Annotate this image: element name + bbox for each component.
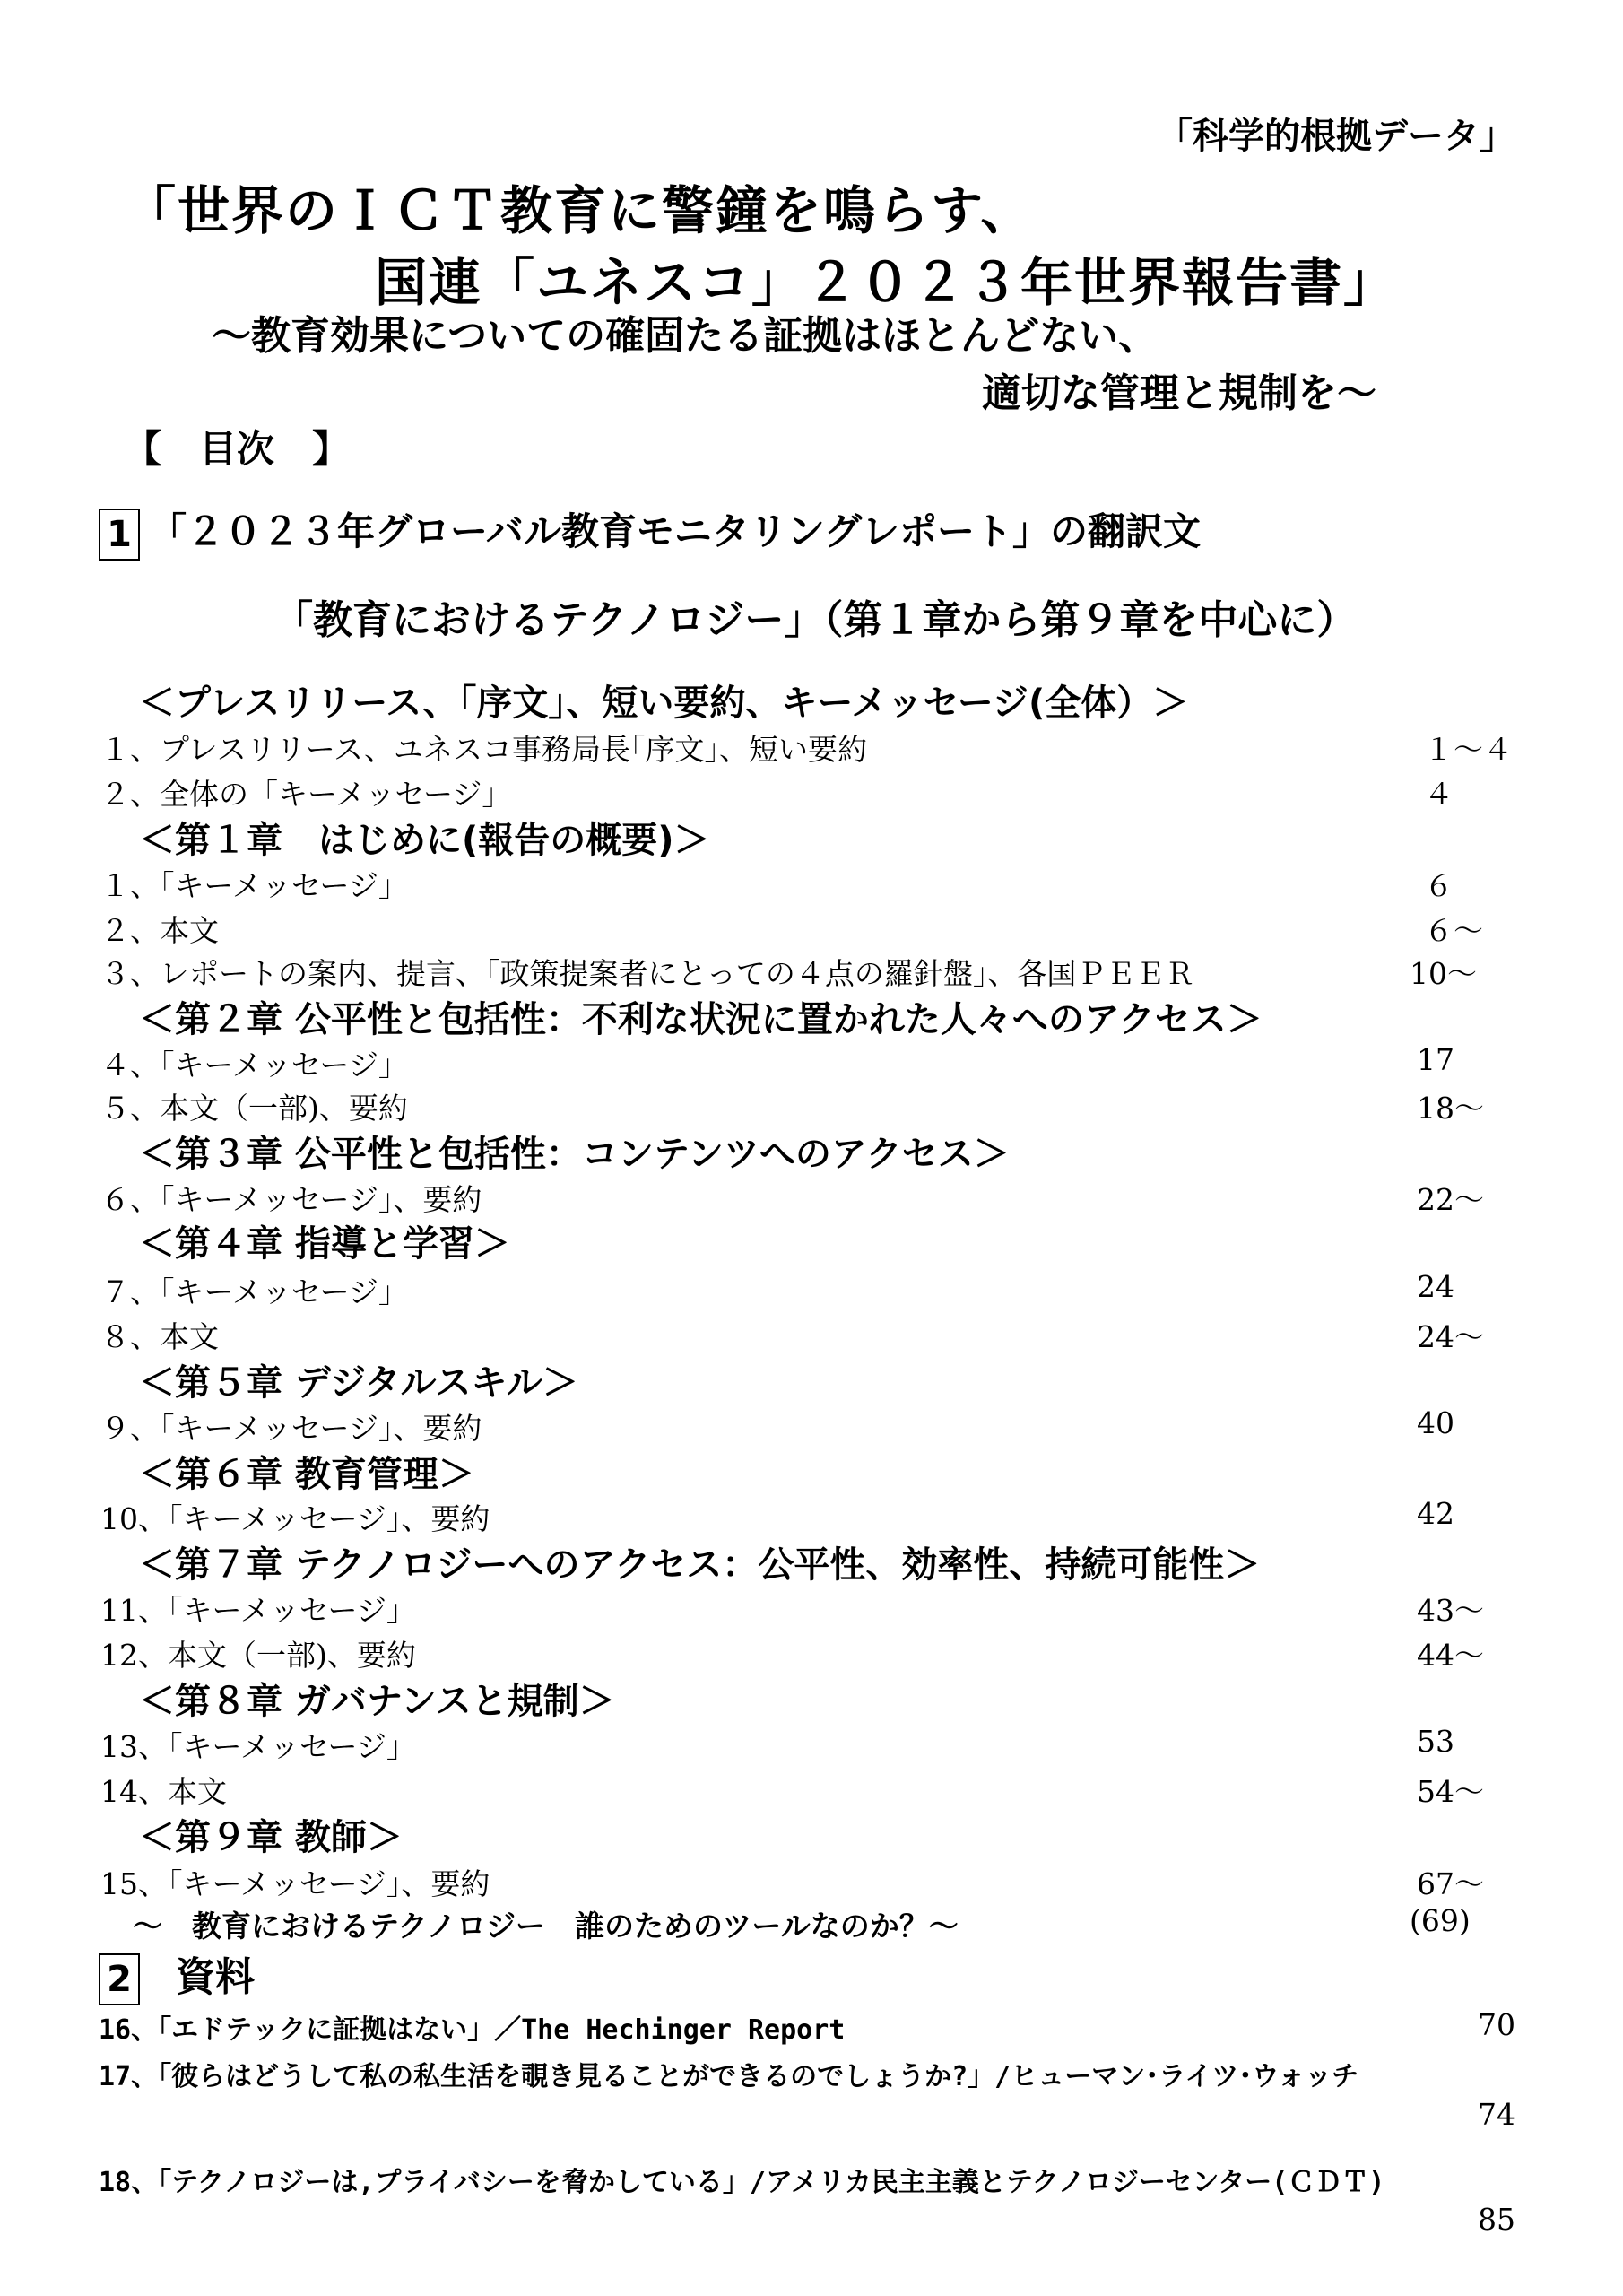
toc-item: ８、本文 bbox=[100, 1319, 219, 1354]
reference-item: 17、「彼らはどうして私の私生活を覗き見ることができるのでしょうか?」/ヒューマン･ライツ･ウォッチ bbox=[99, 2061, 1359, 2092]
reference-item: 16、「エドテックに証拠はない」／The Hechinger Report bbox=[99, 2014, 846, 2046]
toc-item-page: 17 bbox=[1417, 1042, 1454, 1077]
closing-line: ～ 教育におけるテクノロジー 誰のためのツールなのか？～ bbox=[133, 1909, 959, 1944]
toc-item: １、「キーメッセージ」 bbox=[100, 868, 408, 903]
document-tag: 「科学的根拠データ」 bbox=[1157, 116, 1515, 157]
toc-item-page: 44～ bbox=[1417, 1638, 1484, 1673]
toc-item-page: 67～ bbox=[1417, 1866, 1484, 1901]
toc-item: ５、本文（一部)、要約 bbox=[100, 1091, 408, 1126]
toc-item-page: 43～ bbox=[1417, 1593, 1484, 1628]
toc-group: ＜第７章 テクノロジーへのアクセス：公平性、効率性、持続可能性＞ bbox=[139, 1544, 1261, 1586]
toc-item: 13、｢キーメッセージ｣ bbox=[100, 1729, 402, 1764]
toc-item: 15、｢キーメッセージ｣、要約 bbox=[100, 1866, 490, 1901]
toc-item-page: 24～ bbox=[1417, 1319, 1484, 1354]
toc-item-page: ４ bbox=[1424, 777, 1454, 812]
toc-item-page: ６ bbox=[1424, 868, 1454, 903]
section-1-number: 1 bbox=[99, 509, 140, 561]
section-1-title: 「２０２３年グローバル教育モニタリングレポート」の翻訳文 bbox=[149, 509, 1202, 553]
toc-item-page: 22～ bbox=[1417, 1182, 1484, 1217]
toc-item-page: 40 bbox=[1417, 1405, 1454, 1440]
reference-page: 85 bbox=[1478, 2202, 1515, 2237]
toc-item: ２、全体の「キーメッセージ」 bbox=[100, 777, 512, 812]
subtitle-line-1: ～教育効果についての確固たる証拠はほとんどない、 bbox=[212, 313, 1159, 359]
section-1-heading bbox=[99, 502, 1201, 561]
toc-group: ＜第６章 教育管理＞ bbox=[139, 1454, 474, 1495]
toc-group: ＜第２章 公平性と包括性：不利な状況に置かれた人々へのアクセス＞ bbox=[139, 999, 1263, 1040]
reference-page: 74 bbox=[1478, 2097, 1515, 2132]
reference-page: 70 bbox=[1478, 2007, 1515, 2042]
toc-item: ９、｢キーメッセージ｣、要約 bbox=[100, 1411, 482, 1446]
reference-item: 18、「テクノロジーは,プライバシーを脅かしている」/アメリカ民主主義とテクノロジーセンター(ＣＤＴ) bbox=[99, 2167, 1385, 2198]
toc-group: ＜第９章 教師＞ bbox=[139, 1817, 403, 1858]
section-2-number: 2 bbox=[99, 1953, 140, 2005]
toc-group: ＜第３章 公平性と包括性：コンテンツへのアクセス＞ bbox=[139, 1134, 1010, 1175]
toc-item: ４、｢キーメッセージ｣ bbox=[100, 1048, 394, 1083]
toc-heading: 【 目次 】 bbox=[124, 427, 351, 471]
toc-item-page: 54～ bbox=[1417, 1774, 1484, 1809]
toc-group: ＜第１章 はじめに(報告の概要)＞ bbox=[139, 820, 710, 861]
toc-item: ３、レポートの案内、提言、｢政策提案者にとっての４点の羅針盤｣、各国ＰＥＥＲ bbox=[100, 956, 1195, 991]
toc-item: ２、本文 bbox=[100, 913, 219, 948]
toc-item: １、プレスリリース、ユネスコ事務局長｢序文｣、短い要約 bbox=[100, 732, 868, 767]
toc-item-page: 10～ bbox=[1410, 956, 1477, 991]
toc-item: 10、｢キーメッセージ｣、要約 bbox=[100, 1501, 490, 1536]
toc-item: ６、｢キーメッセージ｣、要約 bbox=[100, 1182, 482, 1217]
title-line-1: 「世界のＩＣＴ教育に警鐘を鳴らす、 bbox=[124, 180, 1035, 241]
toc-item-page: 24 bbox=[1417, 1269, 1454, 1304]
toc-item-page: 18～ bbox=[1417, 1091, 1484, 1126]
toc-item-page: 53 bbox=[1417, 1724, 1454, 1759]
toc-item-page: １～４ bbox=[1424, 732, 1513, 767]
section-2-heading bbox=[99, 1944, 255, 2005]
section-1-subtitle: 「教育におけるテクノロジー」（第１章から第９章を中心に） bbox=[273, 597, 1357, 643]
toc-item: 14、本文 bbox=[100, 1774, 227, 1809]
toc-group: ＜第４章 指導と学習＞ bbox=[139, 1223, 510, 1265]
title-line-2: 国連「ユネスコ」２０２３年世界報告書」 bbox=[375, 252, 1398, 313]
subtitle-line-2: 適切な管理と規制を～ bbox=[982, 370, 1376, 416]
toc-item: 12、本文（一部)、要約 bbox=[100, 1638, 416, 1673]
toc-item-page: ６～ bbox=[1424, 913, 1483, 948]
section-2-title: 資料 bbox=[176, 1954, 255, 2000]
toc-group: ＜第８章 ガバナンスと規制＞ bbox=[139, 1681, 615, 1722]
toc-group: ＜第５章 デジタルスキル＞ bbox=[139, 1362, 578, 1404]
toc-item-page: 42 bbox=[1417, 1496, 1454, 1531]
toc-item: ７、｢キーメッセージ｣ bbox=[100, 1274, 394, 1309]
toc-group: ＜プレスリリース、「序文」、短い要約、キーメッセージ(全体）＞ bbox=[139, 683, 1189, 724]
toc-item: 11、｢キーメッセージ｣ bbox=[100, 1593, 402, 1628]
closing-page: (69) bbox=[1410, 1903, 1471, 1938]
